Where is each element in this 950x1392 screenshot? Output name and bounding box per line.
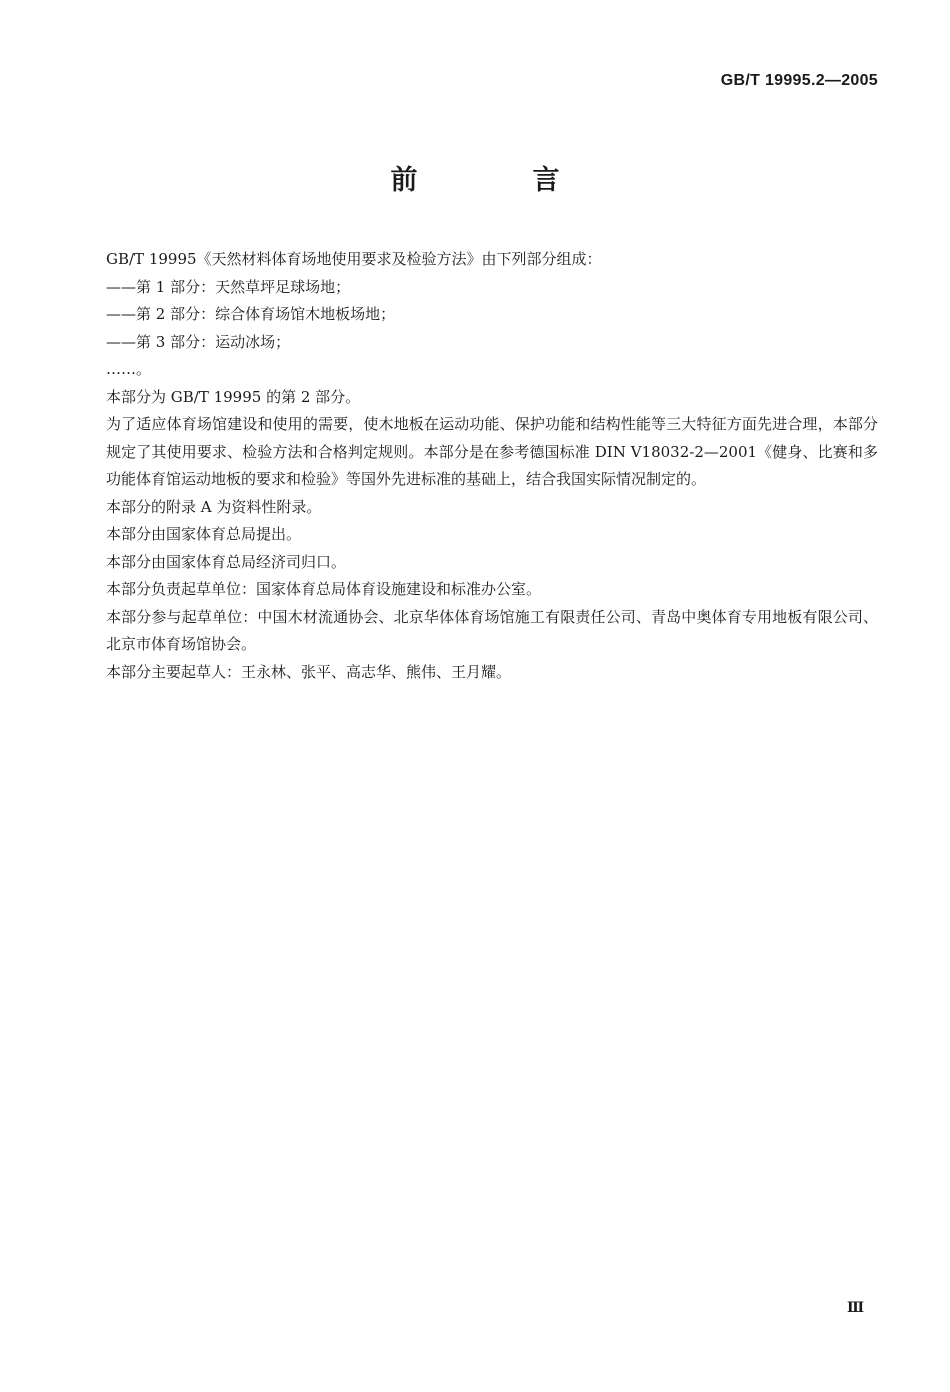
list-item-part-1: ——第 1 部分：天然草坪足球场地； (106, 277, 351, 296)
list-item-ellipsis: ……。 (106, 360, 152, 378)
list-item-part-2: ——第 2 部分：综合体育场馆木地板场地； (106, 305, 396, 323)
paragraph-centralized: 本部分由国家体育总局经济司归口。 (106, 552, 347, 571)
paragraph-intro: GB/T 19995《天然材料体育场地使用要求及检验方法》由下列部分组成： (106, 250, 602, 268)
list-item-part-3: ——第 3 部分：运动冰场； (106, 332, 291, 351)
paragraph-part-note: 本部分为 GB/T 19995 的第 2 部分。 (106, 387, 361, 406)
paragraph-drafting-unit: 本部分负责起草单位：国家体育总局体育设施建设和标准办公室。 (106, 580, 542, 598)
page-title: 前 言 (390, 165, 604, 196)
standard-code: GB/T 19995.2—2005 (720, 72, 878, 89)
paragraph-participating-units: 本部分参与起草单位：中国木材流通协会、北京华体体育场馆施工有限责任公司、青岛中奥体育专用地板有限公司、北京市体育场馆协会。 (106, 607, 878, 653)
paragraph-drafters: 本部分主要起草人：王永林、张平、高志华、熊伟、王月耀。 (106, 662, 512, 681)
page-number: Ⅲ (846, 1300, 864, 1316)
paragraph-purpose: 为了适应体育场馆建设和使用的需要，使木地板在运动功能、保护功能和结构性能等三大特征方面先进合理，本部分规定了其使用要求、检验方法和合格判定规则。本部分是在参考德国标准 DIN V18032-2—2001《健身、比赛和多功能体育馆运动地板的要求和检验》等国外先进标准的基础上，结合我国实际情况制定的。 (106, 415, 878, 488)
paragraph-proposer: 本部分由国家体育总局提出。 (106, 525, 302, 543)
foreword-body (106, 246, 878, 686)
paragraph-appendix: 本部分的附录 A 为资料性附录。 (106, 497, 322, 516)
